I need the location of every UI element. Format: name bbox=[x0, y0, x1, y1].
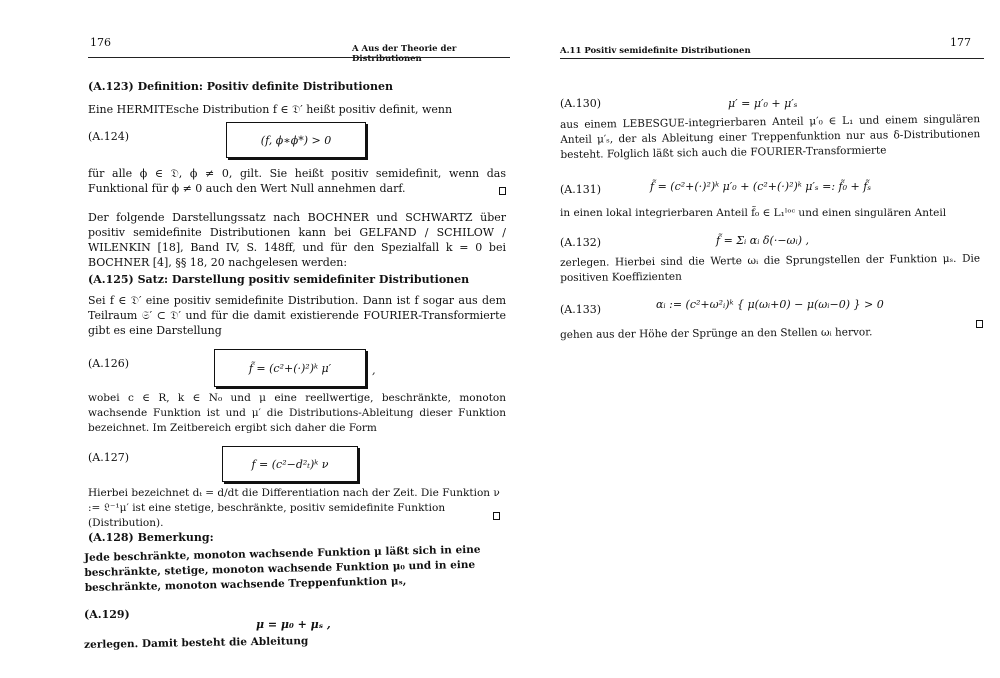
header-rule bbox=[88, 57, 510, 58]
paragraph-after-a129: zerlegen. Damit besteht die Ableitung bbox=[84, 635, 309, 651]
equation-label-a131: (A.131) bbox=[560, 183, 602, 196]
paragraph-after-a132: zerlegen. Hierbei sind die Werte ωᵢ die Sprungstellen der Funktion μₛ. Die positiven Koeffizienten bbox=[560, 252, 981, 284]
equation-a130: μ′ = μ′₀ + μ′ₛ bbox=[728, 97, 798, 110]
equation-label-a132: (A.132) bbox=[560, 236, 602, 249]
equation-box-a127 bbox=[222, 446, 358, 482]
heading-a125: (A.125) Satz: Darstellung positiv semidefiniter Distributionen bbox=[88, 273, 470, 286]
right-page bbox=[520, 0, 1000, 678]
header-rule bbox=[560, 58, 984, 59]
equation-a133: αᵢ := (c²+ω²ᵢ)ᵏ { μ(ωᵢ+0) − μ(ωᵢ−0) } > 0 bbox=[656, 298, 884, 311]
paragraph-a125: Sei f ∈ 𝔇′ eine positiv semidefinite Distribution. Dann ist f sogar aus dem Teilraum 𝔖′ ⊂ 𝔇′ und für die damit existierende FOURIER-Transformierte gibt es eine Darstellung bbox=[88, 294, 506, 337]
paragraph-a128: Jede beschränkte, monoton wachsende Funktion μ läßt sich in eine beschränkte, stetige, monoton wachsende Funktion μ₀ und in eine beschränkte, monoton wachsende Treppenfunktion μₛ, bbox=[84, 543, 481, 594]
equation-label-a127: (A.127) bbox=[88, 451, 130, 464]
paragraph-bochner: Der folgende Darstellungssatz nach BOCHNER und SCHWARTZ über positiv semidefinite Distributionen kann bei GELFAND / SCHILOW / WILENKIN [18], Band IV, S. 148ff, und für den Spezialfall k = 0 bei BOCHNER [4], §§ 18, 20 nachgelesen werden: bbox=[88, 211, 506, 269]
paragraph-after-a127: Hierbei bezeichnet dₜ = d/dt die Differentiation nach der Zeit. Die Funktion ν := 𝔏⁻¹μ′ ist eine stetige, beschränkte, positiv semidefinite Funktion (Distribution). bbox=[88, 487, 500, 529]
qed-square bbox=[976, 320, 983, 328]
equation-label-a130: (A.130) bbox=[560, 97, 602, 110]
running-head: A.11 Positiv semidefinite Distributionen bbox=[560, 46, 751, 56]
paragraph-a123: Eine HERMITEsche Distribution f ∈ 𝔇′ heißt positiv definit, wenn bbox=[88, 103, 453, 116]
paragraph-after-a124: für alle ϕ ∈ 𝔇, ϕ ≠ 0, gilt. Sie heißt positiv semidefinit, wenn das Funktional für ϕ ≠ 0 auch den Wert Null annehmen darf. bbox=[88, 167, 506, 195]
equation-a132: f̃ = Σᵢ αᵢ δ(·−ωᵢ) , bbox=[716, 234, 810, 247]
running-head: A Aus der Theorie der Distributionen bbox=[352, 44, 457, 64]
page-number: 177 bbox=[950, 36, 971, 49]
equation-a126: f̃ = (c²+(·)²)ᵏ μ′ bbox=[248, 361, 332, 375]
equation-label-a133: (A.133) bbox=[560, 303, 602, 316]
equation-box-a126 bbox=[214, 349, 366, 387]
equation-a131: f̃ = (c²+(·)²)ᵏ μ′₀ + (c²+(·)²)ᵏ μ′ₛ =: f̃₀ + f̃ₛ bbox=[650, 180, 872, 193]
equation-a124: (f, ϕ∗ϕ*) > 0 bbox=[260, 133, 332, 147]
equation-a129: μ = μ₀ + μₛ , bbox=[256, 618, 331, 631]
equation-box-a124 bbox=[226, 122, 366, 158]
equation-label-a129: (A.129) bbox=[84, 608, 130, 621]
qed-square bbox=[493, 512, 500, 520]
equation-a127: f = (c²−d²ₜ)ᵏ ν bbox=[251, 457, 329, 471]
equation-label-a124: (A.124) bbox=[88, 130, 130, 143]
heading-a123: (A.123) Definition: Positiv definite Distributionen bbox=[88, 80, 393, 93]
equation-label-a126: (A.126) bbox=[88, 357, 130, 370]
paragraph-after-a133: gehen aus der Höhe der Sprünge an den Stellen ωᵢ hervor. bbox=[560, 326, 873, 341]
paragraph-after-a126: wobei c ∈ R, k ∈ N₀ und μ eine reellwertige, beschränkte, monoton wachsende Funktion ist und μ′ die Distributions-Ableitung dieser Funktion bezeichnet. Im Zeitbereich ergibt sich daher die Form bbox=[88, 392, 506, 434]
page-number: 176 bbox=[90, 36, 111, 49]
qed-square bbox=[499, 187, 506, 195]
heading-a128: (A.128) Bemerkung: bbox=[88, 531, 214, 544]
paragraph-after-a130: aus einem LEBESGUE-integrierbaren Anteil μ′₀ ∈ L₁ und einem singulären Anteil μ′ₛ, der als Ableitung einer Treppenfunktion nur aus δ-Distributionen besteht. Folglich läßt sich auch die FOURIER-Transformierte bbox=[560, 113, 981, 161]
paragraph-after-a131: in einen lokal integrierbaren Anteil f̃₀ ∈ L₁ˡᵒᶜ und einen singulären Anteil bbox=[560, 207, 947, 219]
equation-comma: , bbox=[372, 364, 376, 377]
